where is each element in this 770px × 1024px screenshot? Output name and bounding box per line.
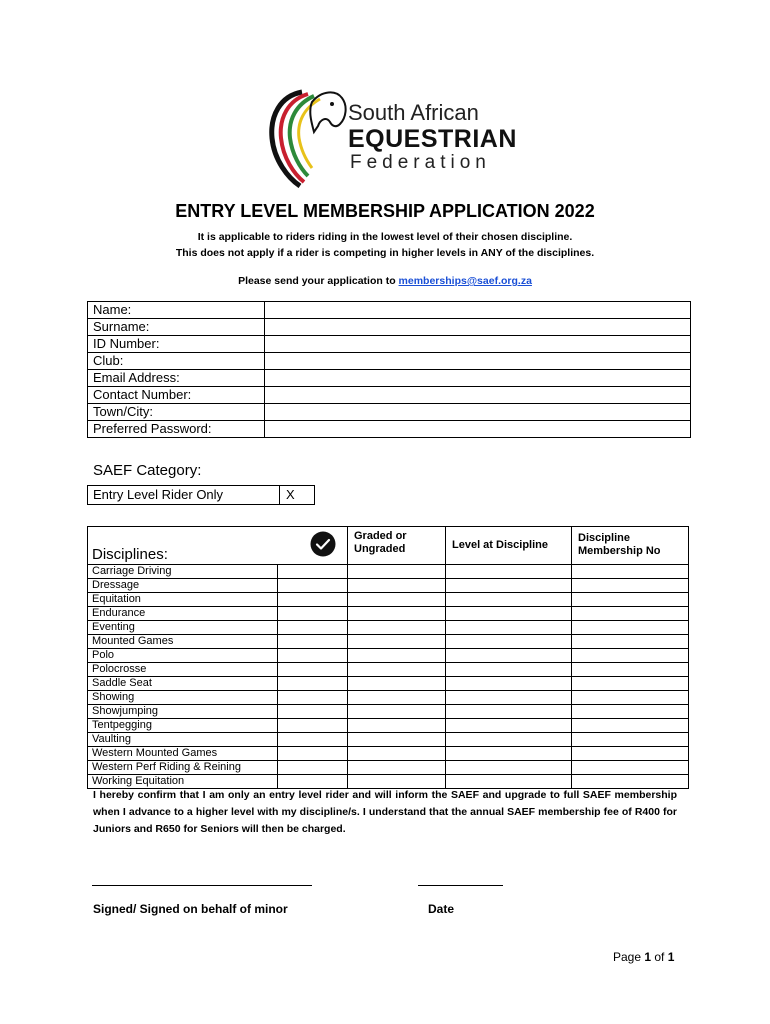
membership-no-cell[interactable] [572, 677, 689, 691]
discipline-row [88, 607, 689, 621]
send-instructions [0, 275, 770, 287]
category-option: Entry Level Rider Only [88, 486, 280, 505]
intro-line-1: It is applicable to riders riding in the lowest level of their chosen discipline. [197, 231, 573, 243]
graded-header-line1: Graded or [354, 530, 407, 542]
graded-cell[interactable] [348, 705, 446, 719]
disciplines-header-row [88, 527, 689, 565]
discipline-name: Dressage [88, 579, 278, 593]
level-cell[interactable] [446, 635, 572, 649]
page-total: 1 [667, 950, 675, 964]
logo-text-line1: South African [348, 100, 479, 125]
discipline-row [88, 733, 689, 747]
graded-cell[interactable] [348, 607, 446, 621]
field-label: ID Number: [88, 336, 265, 353]
graded-header-line2: Ungraded [354, 543, 406, 555]
personal-row [88, 353, 691, 370]
field-input[interactable] [265, 404, 691, 421]
discipline-row [88, 635, 689, 649]
check-circle-icon [310, 531, 336, 557]
membership-no-cell[interactable] [572, 663, 689, 677]
level-cell[interactable] [446, 761, 572, 775]
membership-no-cell[interactable] [572, 635, 689, 649]
logo-text-line2: EQUESTRIAN [348, 125, 517, 153]
field-label: Surname: [88, 319, 265, 336]
level-column-header: Level at Discipline [446, 527, 572, 565]
level-cell[interactable] [446, 733, 572, 747]
personal-details-table [87, 301, 691, 438]
membership-no-cell[interactable] [572, 719, 689, 733]
level-cell[interactable] [446, 649, 572, 663]
page-number [613, 950, 674, 964]
discipline-name: Carriage Driving [88, 565, 278, 579]
discipline-row [88, 565, 689, 579]
graded-cell[interactable] [348, 579, 446, 593]
field-input[interactable] [265, 319, 691, 336]
discipline-name: Endurance [88, 607, 278, 621]
membership-no-cell[interactable] [572, 607, 689, 621]
discipline-check-cell[interactable] [278, 565, 348, 579]
document-title: ENTRY LEVEL MEMBERSHIP APPLICATION 2022 [175, 201, 595, 221]
discipline-row [88, 761, 689, 775]
discipline-check-cell[interactable] [278, 579, 348, 593]
discipline-check-cell[interactable] [278, 747, 348, 761]
field-input[interactable] [265, 421, 691, 438]
personal-row [88, 336, 691, 353]
email-link[interactable]: memberships@saef.org.za [398, 275, 532, 287]
discipline-check-cell[interactable] [278, 705, 348, 719]
graded-cell[interactable] [348, 691, 446, 705]
discipline-row [88, 677, 689, 691]
field-input[interactable] [265, 387, 691, 404]
saef-logo [262, 82, 517, 188]
discipline-check-cell[interactable] [278, 663, 348, 677]
membership-column-header [572, 527, 689, 565]
personal-row [88, 421, 691, 438]
discipline-check-cell[interactable] [278, 593, 348, 607]
level-cell[interactable] [446, 705, 572, 719]
level-cell[interactable] [446, 691, 572, 705]
page-of: of [651, 950, 668, 964]
membership-no-cell[interactable] [572, 579, 689, 593]
discipline-name: Mounted Games [88, 635, 278, 649]
discipline-name: Polocrosse [88, 663, 278, 677]
field-input[interactable] [265, 302, 691, 319]
graded-cell[interactable] [348, 761, 446, 775]
graded-cell[interactable] [348, 565, 446, 579]
category-table [87, 485, 315, 505]
discipline-check-cell[interactable] [278, 635, 348, 649]
page-prefix: Page [613, 950, 645, 964]
page-current: 1 [644, 950, 652, 964]
discipline-name: Working Equitation [88, 775, 278, 789]
graded-cell[interactable] [348, 593, 446, 607]
discipline-check-cell[interactable] [278, 719, 348, 733]
personal-row [88, 319, 691, 336]
send-prefix: Please send your application to [238, 275, 399, 287]
level-cell[interactable] [446, 565, 572, 579]
field-input[interactable] [265, 353, 691, 370]
level-cell[interactable] [446, 593, 572, 607]
discipline-name: Eventing [88, 621, 278, 635]
discipline-name: Tentpegging [88, 719, 278, 733]
level-cell[interactable] [446, 621, 572, 635]
discipline-name: Western Mounted Games [88, 747, 278, 761]
discipline-row [88, 705, 689, 719]
membership-header-line2: Membership No [578, 545, 661, 557]
intro-line-2: This does not apply if a rider is competing in higher levels in ANY of the disciplines. [175, 247, 595, 259]
discipline-row [88, 579, 689, 593]
membership-no-cell[interactable] [572, 761, 689, 775]
discipline-name: Western Perf Riding & Reining [88, 761, 278, 775]
date-label: Date [428, 902, 455, 916]
discipline-name: Showjumping [88, 705, 278, 719]
field-label: Preferred Password: [88, 421, 265, 438]
field-label: Club: [88, 353, 265, 370]
graded-cell[interactable] [348, 677, 446, 691]
graded-cell[interactable] [348, 663, 446, 677]
disciplines-table [87, 526, 689, 789]
discipline-row [88, 593, 689, 607]
level-cell[interactable] [446, 719, 572, 733]
membership-no-cell[interactable] [572, 747, 689, 761]
membership-no-cell[interactable] [572, 565, 689, 579]
horse-head-icon [262, 82, 352, 188]
field-input[interactable] [265, 336, 691, 353]
personal-row [88, 387, 691, 404]
graded-cell[interactable] [348, 649, 446, 663]
discipline-name: Showing [88, 691, 278, 705]
discipline-name: Polo [88, 649, 278, 663]
membership-header-line1: Discipline [578, 532, 630, 544]
discipline-check-cell[interactable] [278, 621, 348, 635]
field-input[interactable] [265, 370, 691, 387]
confirmation-text: I hereby confirm that I am only an entry level rider and will inform the SAEF and upgrade to full SAEF membership when I advance to a higher level with my discipline/s. I understand that the annual SAEF membership fee of R400 for Juniors and R650 for Seniors will then be charged. [93, 789, 677, 835]
graded-cell[interactable] [348, 719, 446, 733]
category-mark[interactable]: X [280, 486, 315, 505]
disciplines-title-cell [88, 527, 348, 565]
membership-no-cell[interactable] [572, 621, 689, 635]
personal-row [88, 370, 691, 387]
personal-row [88, 302, 691, 319]
graded-cell[interactable] [348, 733, 446, 747]
level-cell[interactable] [446, 663, 572, 677]
graded-column-header [348, 527, 446, 565]
discipline-row [88, 719, 689, 733]
disciplines-title: Disciplines: [92, 546, 168, 563]
discipline-check-cell[interactable] [278, 677, 348, 691]
discipline-check-cell[interactable] [278, 733, 348, 747]
graded-cell[interactable] [348, 747, 446, 761]
discipline-check-cell[interactable] [278, 607, 348, 621]
discipline-name: Equitation [88, 593, 278, 607]
discipline-check-cell[interactable] [278, 761, 348, 775]
discipline-check-cell[interactable] [278, 691, 348, 705]
signature-label: Signed/ Signed on behalf of minor [93, 902, 288, 916]
field-label: Contact Number: [88, 387, 265, 404]
personal-row [88, 404, 691, 421]
membership-no-cell[interactable] [572, 691, 689, 705]
discipline-name: Saddle Seat [88, 677, 278, 691]
membership-no-cell[interactable] [572, 593, 689, 607]
category-title: SAEF Category: [93, 462, 202, 479]
membership-no-cell[interactable] [572, 649, 689, 663]
membership-no-cell[interactable] [572, 733, 689, 747]
discipline-name: Vaulting [88, 733, 278, 747]
signature-line[interactable] [92, 885, 312, 886]
level-cell[interactable] [446, 747, 572, 761]
logo-text-line3: Federation [350, 152, 491, 173]
field-label: Town/City: [88, 404, 265, 421]
discipline-row [88, 747, 689, 761]
discipline-row [88, 691, 689, 705]
level-cell[interactable] [446, 579, 572, 593]
discipline-row [88, 649, 689, 663]
date-line[interactable] [418, 885, 503, 886]
field-label: Email Address: [88, 370, 265, 387]
discipline-check-cell[interactable] [278, 649, 348, 663]
discipline-row [88, 663, 689, 677]
graded-cell[interactable] [348, 621, 446, 635]
field-label: Name: [88, 302, 265, 319]
graded-cell[interactable] [348, 635, 446, 649]
discipline-row [88, 621, 689, 635]
level-cell[interactable] [446, 677, 572, 691]
level-cell[interactable] [446, 607, 572, 621]
membership-no-cell[interactable] [572, 705, 689, 719]
